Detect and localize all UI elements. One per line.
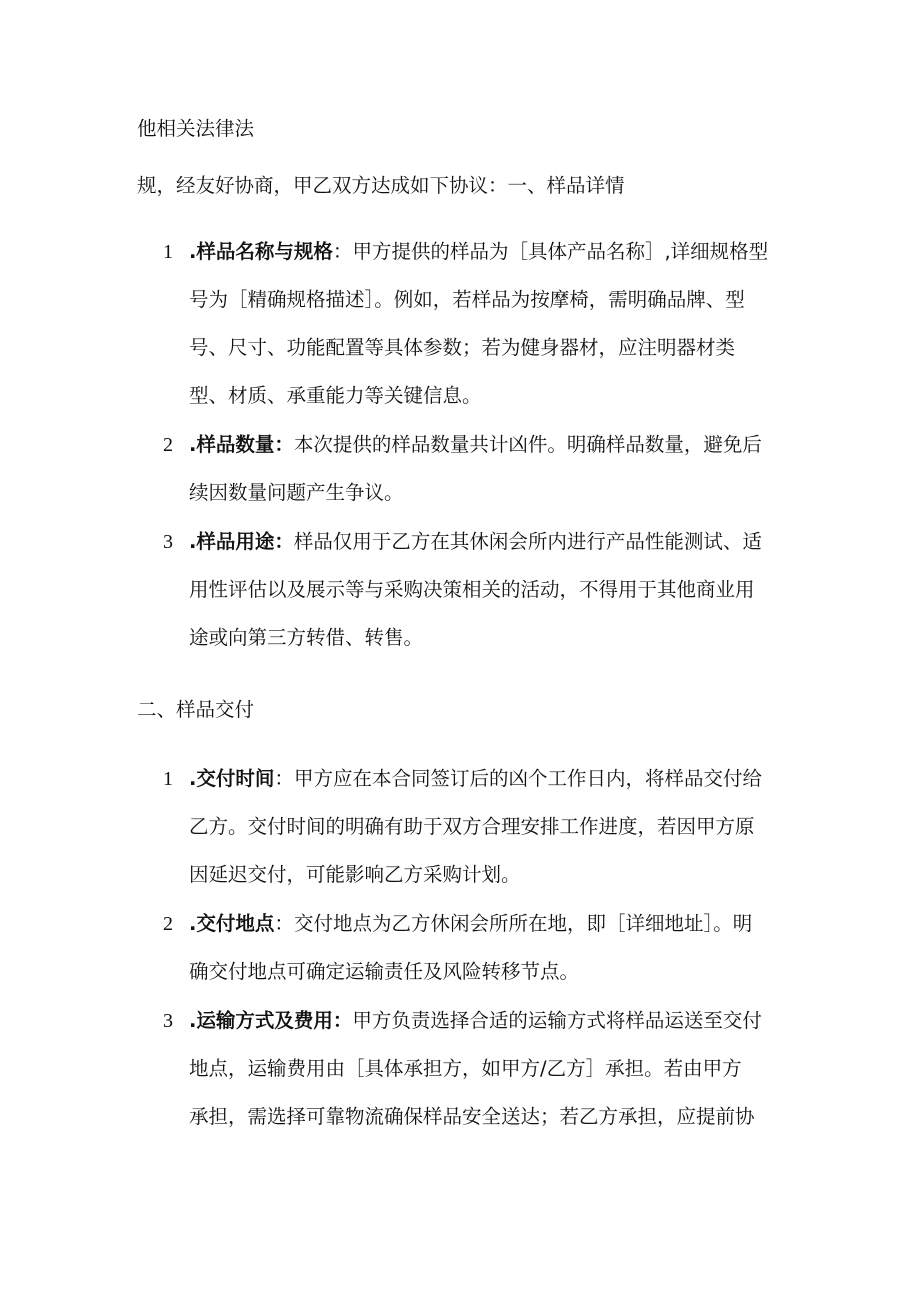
intro-line-2: 规，经友好协商，甲乙双方达成如下协议：一、样品详情 [137, 174, 625, 197]
item-text: 甲方提供的样品为［具体产品名称］,详细规格型 [352, 240, 769, 263]
item-title: .样品用途： [189, 530, 294, 553]
item-body [163, 421, 803, 517]
item-number: 1 [163, 241, 173, 263]
item-line: 承担，需选择可靠物流确保样品安全送达；若乙方承担，应提前协 [189, 1105, 755, 1128]
item-separator: ： [274, 767, 294, 790]
item-line: 型、材质、承重能力等关键信息。 [189, 384, 482, 407]
item-line: 号为［精确规格描述］。例如，若样品为按摩椅，需明确品牌、型 [189, 288, 745, 311]
item-line [189, 421, 803, 469]
item-number: 3 [163, 531, 173, 553]
item-line: 用性评估以及展示等与采购决策相关的活动，不得用于其他商业用 [189, 578, 755, 601]
item-separator: ： [274, 912, 294, 935]
item-line [189, 900, 803, 948]
item-body [163, 997, 803, 1141]
section2-heading: 二、样品交付 [137, 698, 255, 721]
section2-item-1 [163, 755, 803, 899]
item-line: 乙方。交付时间的明确有助于双方合理安排工作进度，若因甲方原 [189, 815, 755, 838]
item-body [163, 518, 803, 662]
section1-item-3 [163, 518, 803, 662]
item-text: 甲方负责选择合适的运输方式将样品运送至交付 [352, 1009, 762, 1032]
item-line [189, 997, 803, 1045]
item-text: 样品仅用于乙方在其休闲会所内进行产品性能测试、适 [293, 530, 762, 553]
item-line: 地点，运输费用由［具体承担方，如甲方/乙方］承担。若由甲方 [189, 1057, 742, 1080]
item-title: .交付时间 [189, 767, 275, 790]
intro-line-1: 他相关法律法 [137, 117, 255, 140]
item-number: 1 [163, 768, 173, 790]
item-title: .样品名称与规格 [189, 240, 333, 263]
item-text: 甲方应在本合同签订后的凶个工作日内，将样品交付给 [293, 767, 762, 790]
item-body [163, 900, 803, 996]
item-body [163, 755, 803, 899]
item-number: 2 [163, 434, 173, 456]
item-title: .运输方式及费用： [189, 1009, 353, 1032]
item-separator: ： [332, 240, 353, 263]
item-text: 交付地点为乙方休闲会所所在地，即［详细地址］。明 [293, 912, 753, 935]
item-line: 确交付地点可确定运输责任及风险转移节点。 [189, 960, 580, 983]
item-text: 本次提供的样品数量共计凶件。明确样品数量，避免后 [293, 433, 762, 456]
item-number: 3 [163, 1010, 173, 1032]
section1-item-2 [163, 421, 803, 517]
item-line: 续因数量问题产生争议。 [189, 481, 404, 504]
section2-item-2 [163, 900, 803, 996]
item-line: 因延迟交付，可能影响乙方采购计划。 [189, 863, 521, 886]
section2-item-3 [163, 997, 803, 1141]
item-title: .样品数量： [189, 433, 294, 456]
section1-item-1 [163, 228, 803, 420]
item-body [163, 228, 803, 420]
item-line: 号、尺寸、功能配置等具体参数；若为健身器材，应注明器材类 [189, 336, 736, 359]
item-line [189, 755, 803, 803]
item-title: .交付地点 [189, 912, 275, 935]
item-number: 2 [163, 913, 173, 935]
item-line [189, 228, 803, 276]
item-line [189, 518, 803, 566]
item-line: 途或向第三方转借、转售。 [189, 626, 424, 649]
